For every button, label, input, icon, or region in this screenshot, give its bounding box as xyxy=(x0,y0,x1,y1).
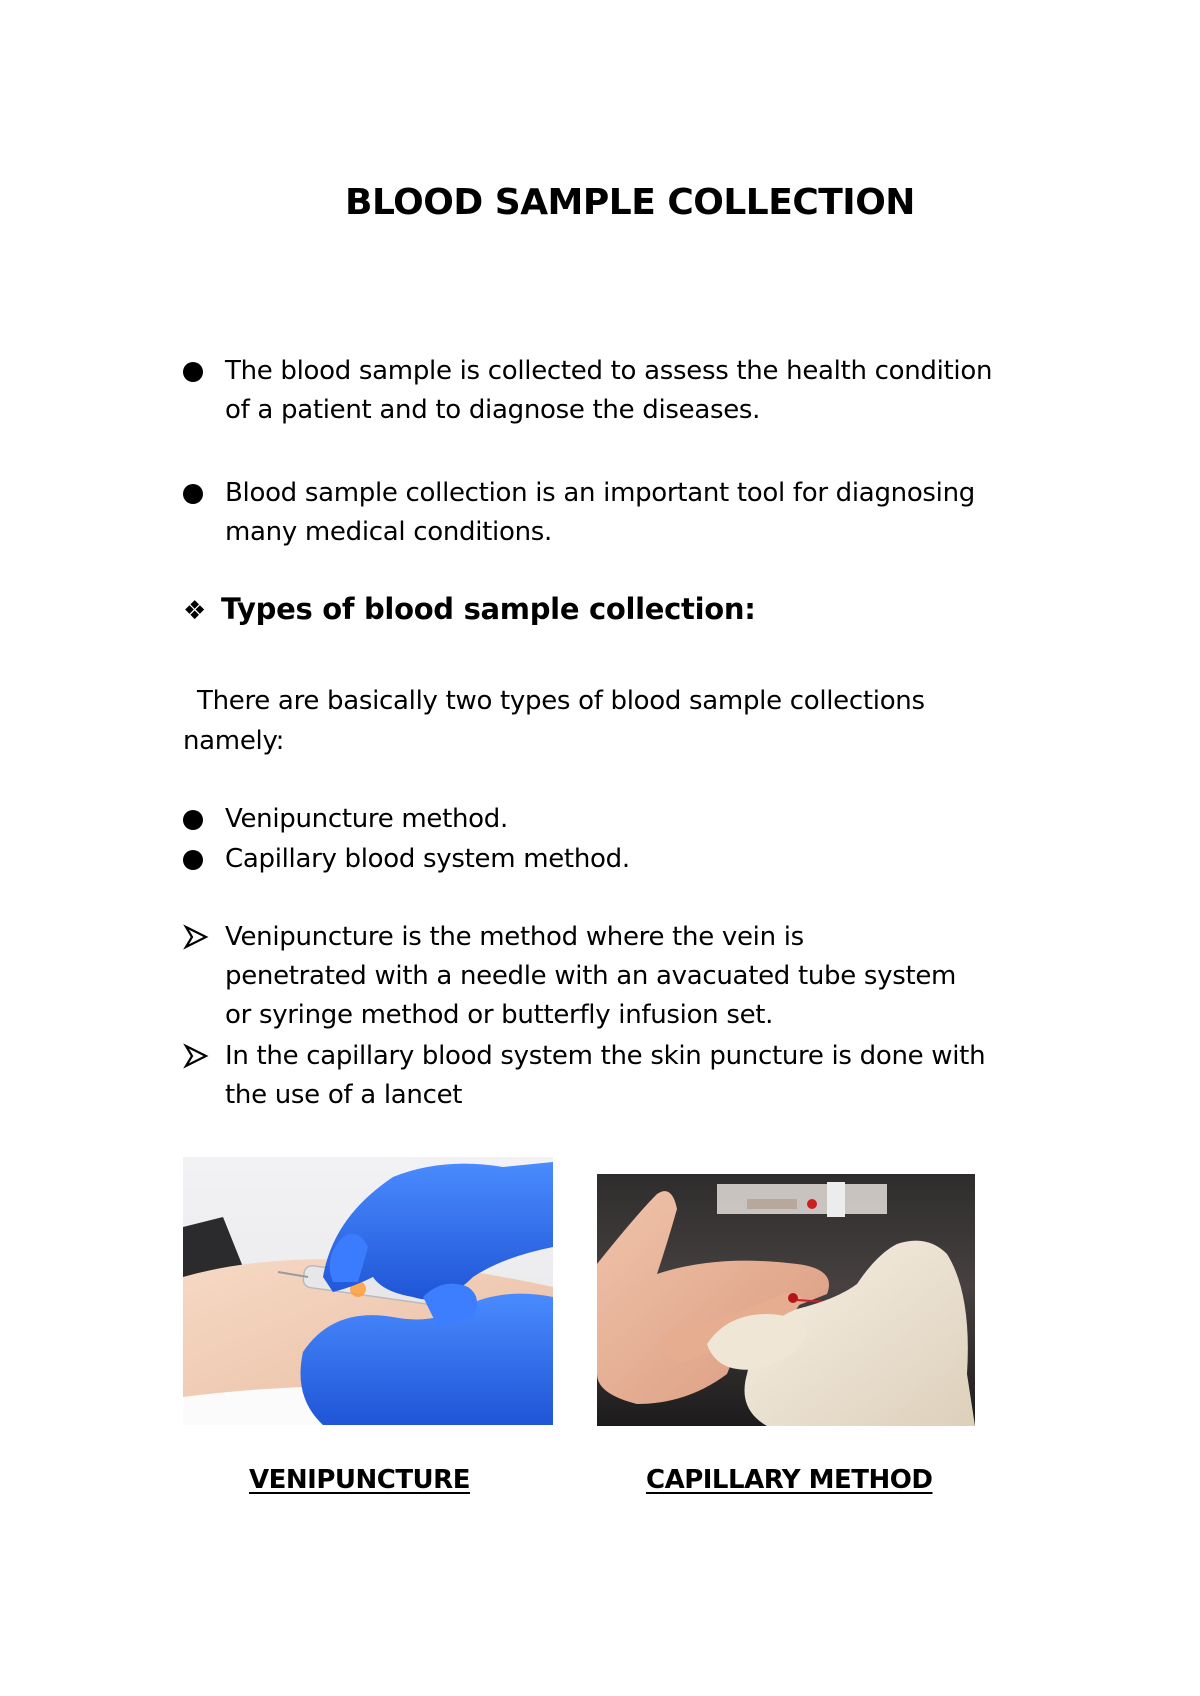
intro-line: namely: xyxy=(183,726,285,756)
arrow-line: In the capillary blood system the skin puncture is done with xyxy=(225,1041,986,1071)
intro-paragraph xyxy=(183,681,1063,761)
four-diamond-icon: ❖ xyxy=(183,596,207,626)
section-heading xyxy=(183,592,756,626)
arrow-line: the use of a lancet xyxy=(225,1080,463,1110)
bullet-icon xyxy=(183,800,223,842)
type-item xyxy=(183,800,1063,839)
arrow-item xyxy=(183,918,1063,1035)
arrow-line: Venipuncture is the method where the vein is xyxy=(225,922,804,952)
bullet-line: many medical conditions. xyxy=(225,517,552,547)
bullet-item xyxy=(183,352,1063,430)
bullet-icon xyxy=(183,840,223,882)
arrowhead-right-icon xyxy=(183,918,223,962)
page-title: BLOOD SAMPLE COLLECTION xyxy=(345,182,915,223)
bullet-line: of a patient and to diagnose the diseases. xyxy=(225,395,761,425)
capillary-photo xyxy=(597,1174,975,1426)
arrowhead-right-icon xyxy=(183,1037,223,1081)
bullet-icon xyxy=(183,352,223,394)
bullet-line: The blood sample is collected to assess the health condition xyxy=(225,356,993,386)
venipuncture-caption: VENIPUNCTURE xyxy=(249,1465,470,1495)
capillary-caption: CAPILLARY METHOD xyxy=(646,1465,933,1495)
bullet-item xyxy=(183,474,1063,552)
venipuncture-photo xyxy=(183,1157,553,1425)
intro-line: There are basically two types of blood sample collections xyxy=(197,686,925,716)
arrow-line: penetrated with a needle with an avacuated tube system xyxy=(225,961,957,991)
bullet-icon xyxy=(183,474,223,516)
type-label: Venipuncture method. xyxy=(225,804,508,834)
arrow-line: or syringe method or butterfly infusion set. xyxy=(225,1000,774,1030)
arrow-item xyxy=(183,1037,1063,1115)
bullet-line: Blood sample collection is an important tool for diagnosing xyxy=(225,478,975,508)
section-heading-text: Types of blood sample collection: xyxy=(221,592,756,626)
type-item xyxy=(183,840,1063,879)
type-label: Capillary blood system method. xyxy=(225,844,630,874)
